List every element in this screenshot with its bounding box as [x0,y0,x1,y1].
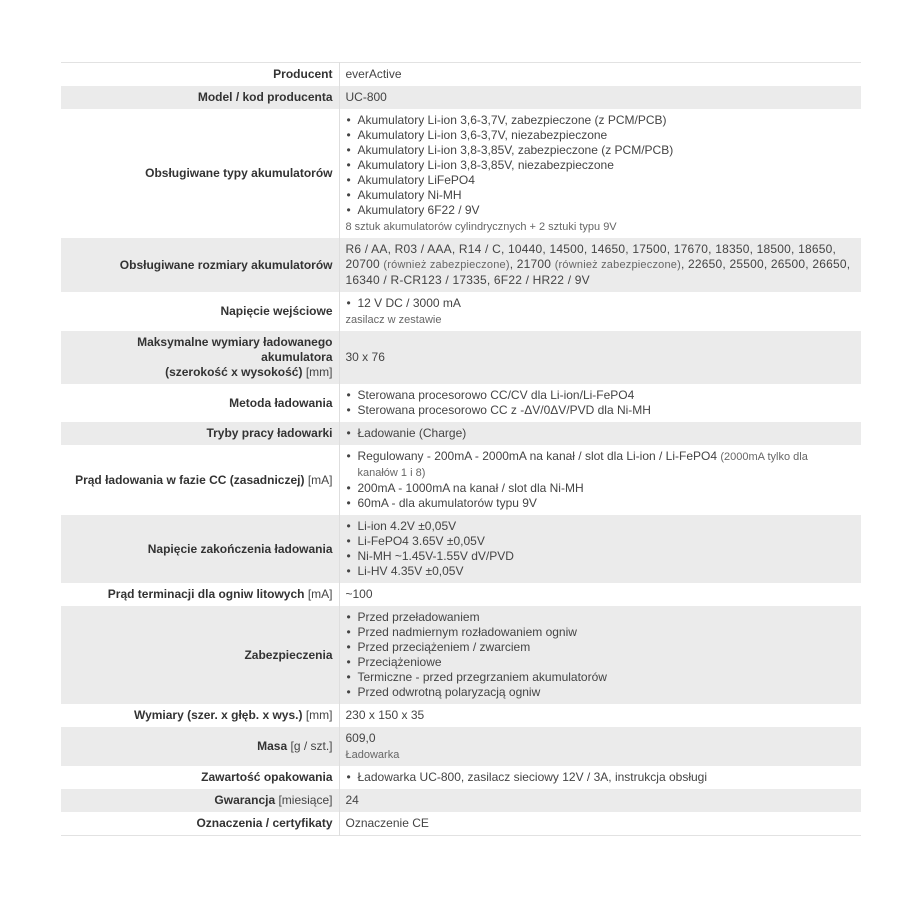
spec-row-package-contents [61,766,861,789]
list-item: • Li-FePO4 3.65V ±0,05V [346,534,852,549]
spec-label: Zabezpieczenia [61,606,339,704]
list-item: • Ładowanie (Charge) [346,426,852,441]
bullet-list [346,770,852,785]
spec-row-dimensions [61,704,861,727]
list-item: • Termiczne - przed przegrzaniem akumulatorów [346,670,852,685]
spec-value [339,292,861,331]
label-unit: [mA] [307,472,333,487]
spec-row-charge-method [61,384,861,422]
list-item: • Li-ion 4.2V ±0,05V [346,519,852,534]
spec-value: 30 x 76 [339,331,861,384]
spec-row-end-voltage [61,515,861,583]
sizes-note: (również zabezpieczone) [383,259,510,271]
spec-row-battery-types [61,109,861,238]
list-item: • Przed przeciążeniem / zwarciem [346,640,852,655]
spec-note: zasilacz w zestawie [345,314,442,326]
label-text: Prąd ładowania w fazie CC (zasadniczej) [75,472,305,487]
spec-row-max-dimensions [61,331,861,384]
sizes-note: (również zabezpieczone) [554,259,681,271]
label-text: Prąd terminacji dla ogniw litowych [107,587,305,601]
label-unit: [miesiące] [278,793,333,807]
label-line: (szerokość x wysokość) [165,365,303,379]
label-text: Gwarancja [214,793,276,807]
spec-value [339,727,861,766]
spec-row-charge-current [61,445,861,515]
spec-row-model [61,86,861,109]
spec-label [61,727,339,766]
list-item [346,449,852,481]
spec-label [61,704,339,727]
spec-label: Metoda ładowania [61,384,339,422]
list-item: • Ni-MH ~1.45V-1.55V dV/PVD [346,549,852,564]
spec-value [339,606,861,704]
spec-value [339,384,861,422]
spec-row-battery-sizes [61,238,861,292]
spec-row-input-voltage [61,292,861,331]
spec-label: Napięcie wejściowe [61,292,339,331]
list-item: • Sterowana procesorowo CC/CV dla Li-ion/Li-FePO4 [346,388,852,403]
spec-value [339,766,861,789]
spec-value [339,515,861,583]
spec-label [61,331,339,384]
bullet-list [346,113,852,218]
spec-note: 8 sztuk akumulatorów cylindrycznych + 2 sztuki typu 9V [345,221,617,233]
label-line: Maksymalne wymiary ładowanego akumulatora [137,335,333,364]
list-item: • Akumulatory 6F22 / 9V [346,203,852,218]
item-note: (2000mA tylko dla kanałów 1 i 8) [357,451,808,479]
spec-label: Producent [61,63,339,87]
spec-label: Obsługiwane rozmiary akumulatorów [61,238,339,292]
spec-value [339,109,861,238]
spec-value: everActive [345,67,402,81]
item-text: Regulowany - 200mA - 2000mA na kanał / slot dla Li-ion / Li-FePO4 [357,449,718,463]
spec-label: Tryby pracy ładowarki [61,422,339,445]
list-item: • Sterowana procesorowo CC z -ΔV/0ΔV/PVD dla Ni-MH [346,403,852,418]
spec-row-producent [61,63,861,87]
spec-value: 24 [339,789,861,812]
label-unit: [mA] [307,587,333,601]
label-unit: [mm] [305,708,333,722]
spec-label: Napięcie zakończenia ładowania [61,515,339,583]
list-item: • Akumulatory Ni-MH [346,188,852,203]
sizes-text: R6 / AA, R03 / AAA, R14 / C, 10440, 14500, 14650, 17500, 17670, 18350, 18500, 18650, 20700 [345,242,837,271]
list-item: • Przeciążeniowe [346,655,852,670]
spec-row-termination-current [61,583,861,606]
bullet-list [346,296,852,311]
list-item: • 12 V DC / 3000 mA [346,296,852,311]
spec-row-certificates [61,812,861,836]
spec-label [61,789,339,812]
list-item: • Akumulatory Li-ion 3,6-3,7V, zabezpieczone (z PCM/PCB) [346,113,852,128]
list-item: • Akumulatory LiFePO4 [346,173,852,188]
spec-note: Ładowarka [345,749,400,761]
bullet-list [346,610,852,700]
spec-value: 230 x 150 x 35 [345,708,425,722]
spec-label: Obsługiwane typy akumulatorów [61,109,339,238]
bullet-list [346,519,852,579]
spec-value: ~100 [345,587,373,601]
sizes-text: , 21700 [509,257,552,271]
list-item: • 60mA - dla akumulatorów typu 9V [346,496,852,511]
spec-label [61,583,339,606]
spec-label: Oznaczenia / certyfikaty [61,812,339,836]
list-item: • Ładowarka UC-800, zasilacz sieciowy 12V / 3A, instrukcja obsługi [346,770,852,785]
list-item: • Akumulatory Li-ion 3,6-3,7V, niezabezpieczone [346,128,852,143]
list-item: • Przed nadmiernym rozładowaniem ogniw [346,625,852,640]
spec-table [61,62,861,836]
spec-row-warranty [61,789,861,812]
spec-row-mass [61,727,861,766]
spec-row-protections [61,606,861,704]
spec-label: Model / kod producenta [61,86,339,109]
list-item: • Li-HV 4.35V ±0,05V [346,564,852,579]
label-unit: [g / szt.] [290,739,333,753]
bullet-list [346,426,852,441]
spec-value [339,445,861,515]
spec-label [61,445,339,515]
bullet-list [346,388,852,418]
spec-row-modes [61,422,861,445]
list-item: • Przed odwrotną polaryzacją ogniw [346,685,852,700]
label-text: Wymiary (szer. x głęb. x wys.) [133,708,303,722]
bullet-list [346,449,852,511]
mass-value: 609,0 [345,731,376,745]
spec-label: Zawartość opakowania [61,766,339,789]
label-text: Masa [257,739,288,753]
list-item: • Przed przeładowaniem [346,610,852,625]
list-item: • Akumulatory Li-ion 3,8-3,85V, zabezpieczone (z PCM/PCB) [346,143,852,158]
spec-value: Oznaczenie CE [345,816,429,830]
list-item: • Akumulatory Li-ion 3,8-3,85V, niezabezpieczone [346,158,852,173]
label-unit: [mm] [305,365,333,379]
spec-value: UC-800 [339,86,861,109]
spec-value [339,422,861,445]
spec-value [339,238,861,292]
sizes-text: , 22650, 25500, 26500, 26650, 16340 / R-CR123 / 17335, 6F22 / HR22 / 9V [345,257,851,287]
list-item: • 200mA - 1000mA na kanał / slot dla Ni-MH [346,481,852,496]
